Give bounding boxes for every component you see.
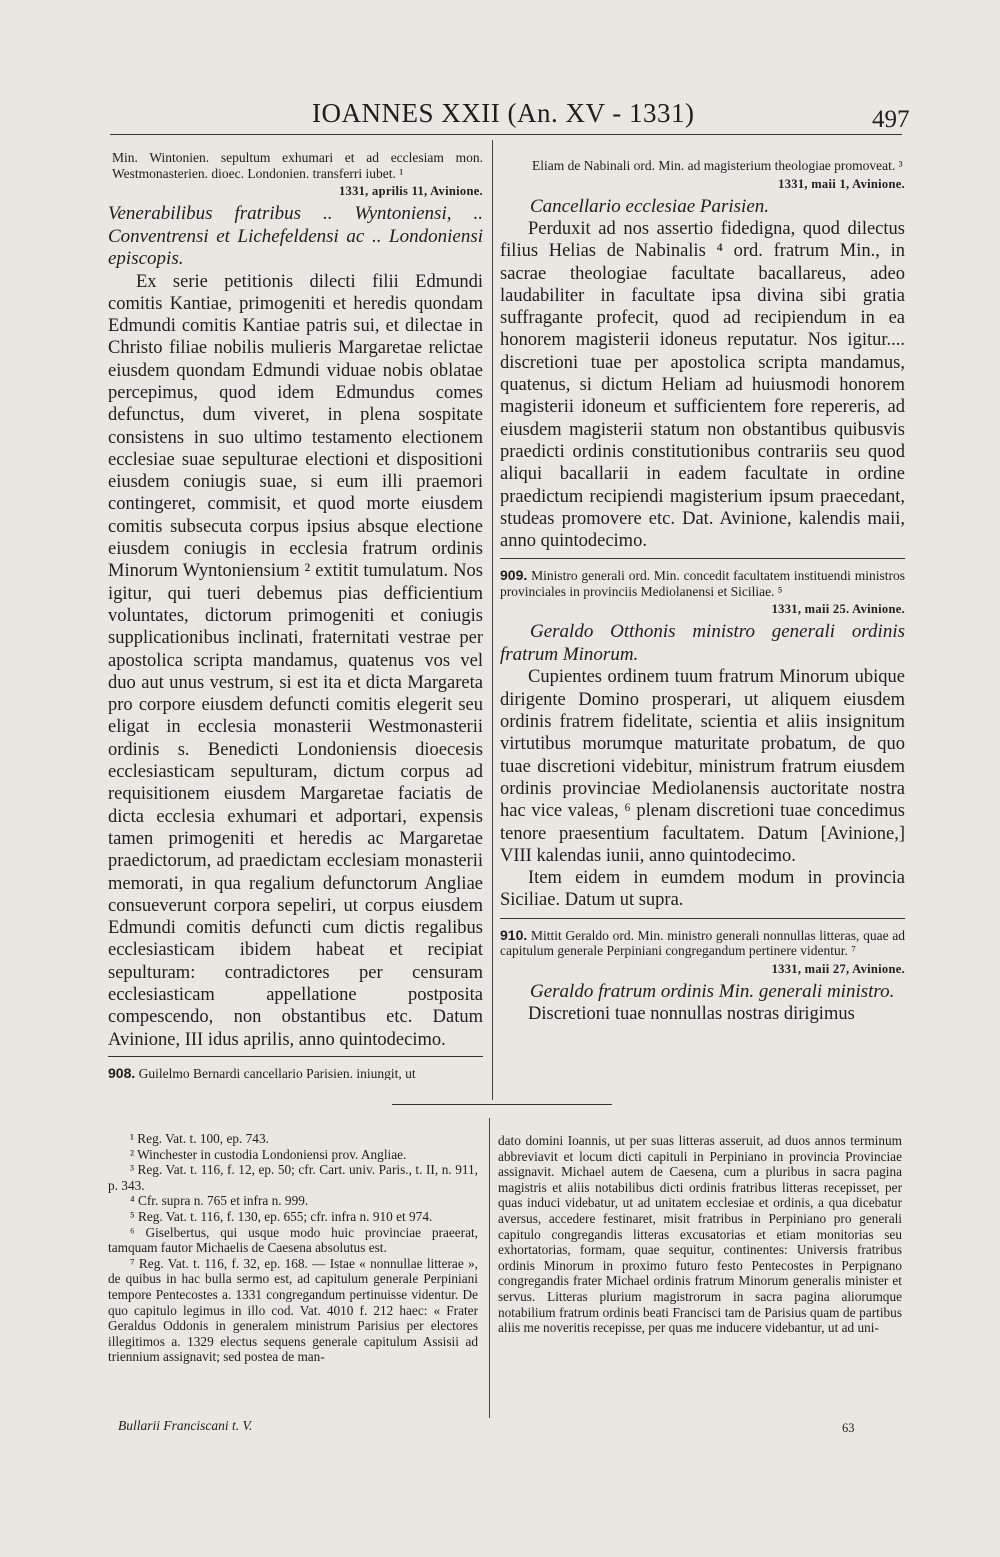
footnote: ¹ Reg. Vat. t. 100, ep. 743. [130,1131,269,1146]
header-rule [110,134,902,135]
entry-908-heading [108,1066,483,1080]
entry-910-heading [500,928,905,959]
letter-body: Item eidem in eumdem modum in provincia Siciliae. Datum ut supra. [500,868,905,911]
signature-mark: 63 [842,1421,855,1435]
footnote: ² Winchester in custodia Londoniensi prov. Angliae. [130,1146,407,1162]
signature-title: Bullarii Franciscani t. V. [118,1418,253,1433]
entry-separator [500,558,905,559]
left-column [108,150,483,1080]
entry-separator [108,1056,483,1057]
entry-number: 909. [500,567,528,584]
entry-separator [500,918,905,919]
footnote-continuation: dato domini Ioannis, ut per suas litteras asseruit, ad duos annos terminum abbreviavit et locum dicti capituli in Perpiniano in provincia Provinciae assignavit. Michael autem de Caesena, cum a pluribus in sacra pagina magistris et aliis notabilibus dicti ordinis fratribus litteras recepisset, per quas induci videbatur, ut ad unitatem ecclesiae et ordinis, a qua dicebatur aversus, accedere festinaret, misit fratribus in Perpiniano pro generali capitulo congregandis litteras excusatorias et etiam monitorias seu exhortatorias, formam, quae sequitur, continentes: Universis fratribus ordinis Minorum in proximo futuro festo Pentecostes in Perpignano congregandis frater Michael ordinis fratrum Minorum generalis minister et servus. Litteras plurium magistrorum in sacra pagina aliorumque notabilium fratrum ordinis beati Francisci tam de Parisius quam de partibus aliis me noveritis recepisse, per quas me inducere videbantur, ut ad uni- [498,1133,902,1336]
entry-summary: Mittit Geraldo ord. Min. ministro generali nonnullas litteras, quae ad capitulum generale Perpiniani congregandum pertinere videntur. ⁷ [500,927,905,959]
page-number: 497 [872,106,910,133]
address-line: Cancellario ecclesiae Parisien. [530,195,770,217]
address-line: Geraldo fratrum ordinis Min. generali ministro. [530,980,895,1002]
running-head [0,96,1000,136]
running-head-title: IOANNES XXII (An. XV - 1331) [312,98,695,128]
dateline: 1331, maii 27, Avinione. [771,961,905,976]
footnote: ⁶ Giselbertus, qui usque modo huic provinciae praeerat, tamquam fautor Michaelis de Caesena absolutus est. [108,1224,478,1256]
footnotes-left [108,1131,478,1401]
entry-908-summary-cont: Eliam de Nabinali ord. Min. ad magisterium theologiae promoveat. ³ [532,158,903,173]
letter-body: Ex serie petitionis dilecti filii Edmundi comitis Kantiae, primogeniti et heredis quondam Edmundi comitis Kantiae patris sui, et dilectae in Christo filiae nobilis mulieris Margaretae relictae eiusdem quondam Edmundi viduae nobis oblatae percepimus, quod idem Edmundus comes defunctus, dum viveret, in plena sospitate consistens in suo ultimo testamento electionem ecclesiae suae sepulturae electioni et dispositioni eiusdem coniugis suae, si eum illi praemori contingeret, commisit, et quod morte eiusdem comitis subsecuta corpus ipsius absque electione eiusdem coniugis in ecclesia fratrum ordinis Minorum Wyntoniensium ² extitit tumulatum. Nos igitur, qui tueri debemus pias defficientium voluntates, dictorum primogeniti et coniugis supplicationibus inclinati, fraternitati vestrae per apostolica scripta mandamus, quatenus vos vel duo aut unus vestrum, si est ita et dicta Margareta pro corpore eiusdem defuncti comitis elegerit seu eligat in ecclesia monasterii Westmonasterii ordinis s. Benedicti Londoniensis dioecesis ecclesiasticam sepulturam, dictum corpus ad requisitionem eiusdem Margaretae faciatis de dicta ecclesia exhumari et adportari, expensis tamen primogeniti et heredis ac Margaretae praedictorum, ad praedictam ecclesiam monasterii memorati, in qua regalium defunctorum Angliae consueverunt corpora sepeliri, ut corpus eiusdem Edmundi comitis defuncti cum dictis regalibus ecclesiasticam ibidem habeat et recipiat sepulturam: contradictores per censuram ecclesiasticam appellatione postposita compescendo, non obstantibus etc. Datum Avinione, III idus aprilis, anno quintodecimo. [108,271,483,1050]
dateline: 1331, aprilis 11, Avinione. [338,184,483,198]
entry-907-summary: Min. Wintonien. sepultum exhumari et ad ecclesiam mon. Westmonasterien. dioec. Londonien. transferri iubet. ¹ [112,150,483,181]
entry-909-heading [500,568,905,599]
footnote: ⁷ Reg. Vat. t. 116, f. 32, ep. 168. — Istae « nonnullae litterae », de quibus in hac bulla sermo est, ad capitulum generale Perpiniani tempore Pentecostes a. 1331 congregandum pertinuisse videntur. De quo capitulo legimus in illo cod. Vat. 4010 f. 212 haec: « Frater Geraldus Oddonis in generalem ministrum Parisius per electores illegitimos a. 1329 electus sequens generale capitulum Assisii ad triennium assignavit; sed postea de man- [108,1255,478,1365]
footnotes-right [498,1133,902,1405]
footnote-divider [489,1118,490,1418]
footnote-rule [392,1104,612,1105]
letter-body: Discretioni tuae nonnullas nostras dirigimus [528,1004,855,1025]
dateline: 1331, maii 1, Avinione. [778,176,905,191]
footnote: ⁵ Reg. Vat. t. 116, f. 130, ep. 655; cfr. infra n. 910 et 974. [130,1208,433,1224]
column-divider [492,140,493,1100]
address-line: Venerabilibus fratribus .. Wyntoniensi, .. Conventrensi et Lichefeldensi ac .. Londoniensi episcopis. [108,203,483,269]
entry-number: 910. [500,926,528,943]
footnote: ⁴ Cfr. supra n. 765 et infra n. 999. [130,1193,309,1209]
address-line: Geraldo Otthonis ministro generali ordinis fratrum Minorum. [500,621,905,665]
entry-summary: Ministro generali ord. Min. concedit facultatem instituendi ministros provinciales in provinciis Mediolanensi et Siciliae. ⁵ [500,568,905,599]
entry-summary: Guilelmo Bernardi cancellario Parisien. iniungit, ut [138,1065,416,1080]
letter-body: Cupientes ordinem tuum fratrum Minorum ubique dirigente Domino prosperari, ut aliquem eiusdem ordinis fratrem fidelitate, scientia et aliis insignitum virtutibus morumque maturitate probatum, de quo tuae discretioni videbitur, ministrum fratrum eiusdem ordinis provinciae Mediolanensis auctoritate nostra hac vice valeas, ⁶ plenam discretioni tuae concedimus tenore praesentium facultatem. Datum [Avinione,] VIII kalendas iunii, anno quintodecimo. [500,667,905,866]
dateline: 1331, maii 25. Avinione. [771,602,905,617]
footnote: ³ Reg. Vat. t. 116, f. 12, ep. 50; cfr. Cart. univ. Paris., t. II, n. 911, p. 343. [108,1162,478,1193]
right-column [500,158,905,1078]
letter-body: Perduxit ad nos assertio fidedigna, quod dilectus filius Helias de Nabinalis ⁴ ord. fratrum Min., in sacrae theologiae facultate bacallareus, adeo laudabiliter in facultate ipsa divina sibi gratia suffragante profecit, quod ad recipiendum in ea honorem magisterii idoneus reputatur. Nos igitur.... discretioni tuae per apostolica scripta mandamus, quatenus, si dictum Heliam ad huiusmodi honorem magisterii idoneum et sufficientem fore repereris, ad eiusdem magisterii statum non obstantibus quibusvis praedicti ordinis constitutionibus contrariis seu quod aliqui bacallarii in eadem facultate in ordine praedictum recipiendi magisterium ipsum praecedant, studeas promovere etc. Dat. Avinione, kalendis maii, anno quintodecimo. [500,219,905,552]
entry-number: 908. [108,1064,136,1080]
